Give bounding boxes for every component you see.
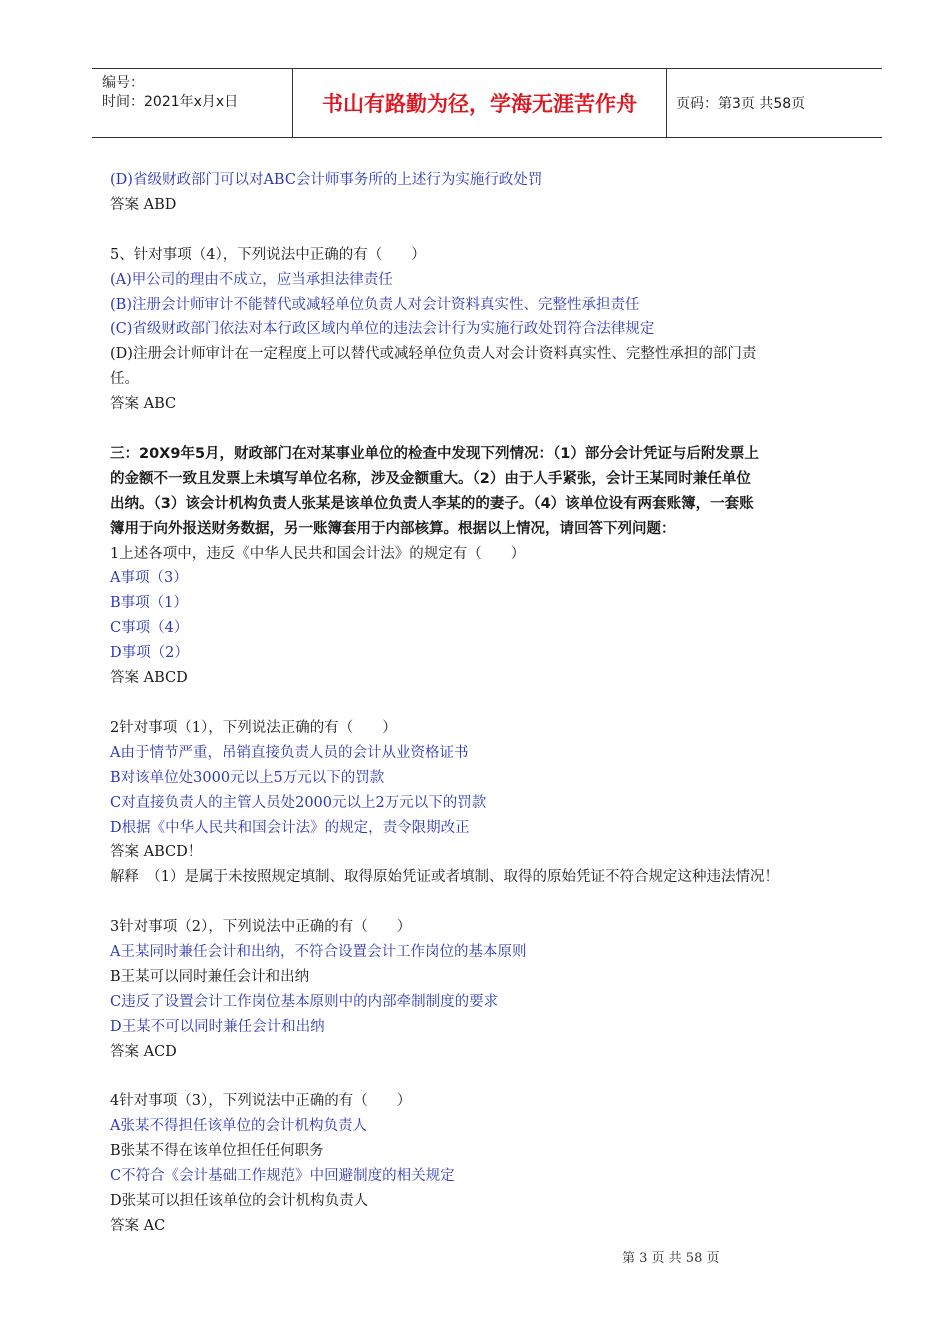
text-line: 3针对事项（2），下列说法中正确的有（ ） [110, 919, 412, 936]
blank-line [110, 890, 870, 915]
document-body [110, 168, 870, 1239]
page-header [92, 68, 882, 138]
option-line: B对该单位处3000元以上5万元以下的罚款 [110, 769, 385, 786]
text-line: 5、针对事项（4），下列说法中正确的有（ ） [110, 246, 426, 263]
option-line: A王某同时兼任会计和出纳，不符合设置会计工作岗位的基本原则 [110, 944, 527, 961]
text-line: B张某不得在该单位担任任何职务 [110, 1143, 324, 1160]
option-line: C对直接负责人的主管人员处2000元以上2万元以下的罚款 [110, 794, 487, 811]
option-line: A事项（3） [110, 570, 188, 587]
blank-line [110, 1065, 870, 1090]
blank-line [110, 691, 870, 716]
case-description-line: 三：20X9年5月，财政部门在对某事业单位的检查中发现下列情况：（1）部分会计凭证与后附发票上 [110, 445, 759, 462]
text-line: D张某可以担任该单位的会计机构负责人 [110, 1193, 369, 1210]
text-line: 答案 ABD [110, 196, 177, 213]
text-line: 答案 ABCD！ [110, 844, 203, 861]
text-line: B王某可以同时兼任会计和出纳 [110, 968, 310, 985]
header-meta-cell [92, 69, 293, 137]
option-line: C事项（4） [110, 620, 189, 637]
option-line: (D)省级财政部门可以对ABC会计师事务所的上述行为实施行政处罚 [110, 172, 543, 188]
option-line: (C)省级财政部门依法对本行政区域内单位的违法会计行为实施行政处罚符合法律规定 [110, 321, 655, 338]
text-line: 1上述各项中，违反《中华人民共和国会计法》的规定有（ ） [110, 545, 526, 562]
text-line: 2针对事项（1），下列说法正确的有（ ） [110, 719, 397, 736]
option-line: A张某不得担任该单位的会计机构负责人 [110, 1118, 367, 1135]
case-description-line: 的金额不一致且发票上未填写单位名称，涉及金额重大。（2）由于人手紧张，会计王某同时兼任单位 [110, 470, 751, 487]
option-line: D根据《中华人民共和国会计法》的规定，责令限期改正 [110, 819, 470, 836]
text-line: 答案 ABCD [110, 670, 188, 687]
option-line: (A)甲公司的理由不成立，应当承担法律责任 [110, 271, 393, 288]
blank-line [110, 218, 870, 243]
page-footer: 第 3 页 共 58 页 [622, 1251, 720, 1266]
text-line: 4针对事项（3），下列说法中正确的有（ ） [110, 1093, 412, 1110]
case-description-line: 出纳。（3）该会计机构负责人张某是该单位负责人李某的的妻子。（4）该单位设有两套账簿，一套账 [110, 495, 754, 512]
option-line: A由于情节严重，吊销直接负责人员的会计从业资格证书 [110, 744, 469, 761]
option-line: C违反了设置会计工作岗位基本原则中的内部牵制制度的要求 [110, 993, 499, 1010]
text-line: (D)注册会计师审计在一定程度上可以替代或减轻单位负责人对会计资料真实性、完整性承担的部门责 [110, 346, 757, 363]
option-line: C不符合《会计基础工作规范》中回避制度的相关规定 [110, 1168, 455, 1185]
case-description-line: 簿用于向外报送财务数据，另一账簿套用于内部核算。根据以上情况，请回答下列问题： [110, 520, 676, 537]
option-line: (B)注册会计师审计不能替代或减轻单位负责人对会计资料真实性、完整性承担责任 [110, 296, 640, 313]
header-time-label: 时间：2021年x月x日 [102, 94, 239, 110]
text-line: 答案 AC [110, 1217, 166, 1234]
text-line: 解释 （1）是属于未按照规定填制、取得原始凭证或者填制、取得的原始凭证不符合规定这种违法情况！ [110, 869, 779, 886]
header-number-label: 编号： [102, 75, 144, 91]
text-line: 答案 ACD [110, 1043, 177, 1060]
option-line: B事项（1） [110, 595, 188, 612]
blank-line [110, 417, 870, 442]
text-line: 任。 [110, 371, 139, 388]
option-line: D事项（2） [110, 645, 189, 662]
header-motto: 书山有路勤为径，学海无涯苦作舟 [293, 69, 667, 137]
header-page-label: 页码：第3页 共58页 [676, 96, 806, 112]
option-line: D王某不可以同时兼任会计和出纳 [110, 1018, 325, 1035]
text-line: 答案 ABC [110, 396, 177, 413]
